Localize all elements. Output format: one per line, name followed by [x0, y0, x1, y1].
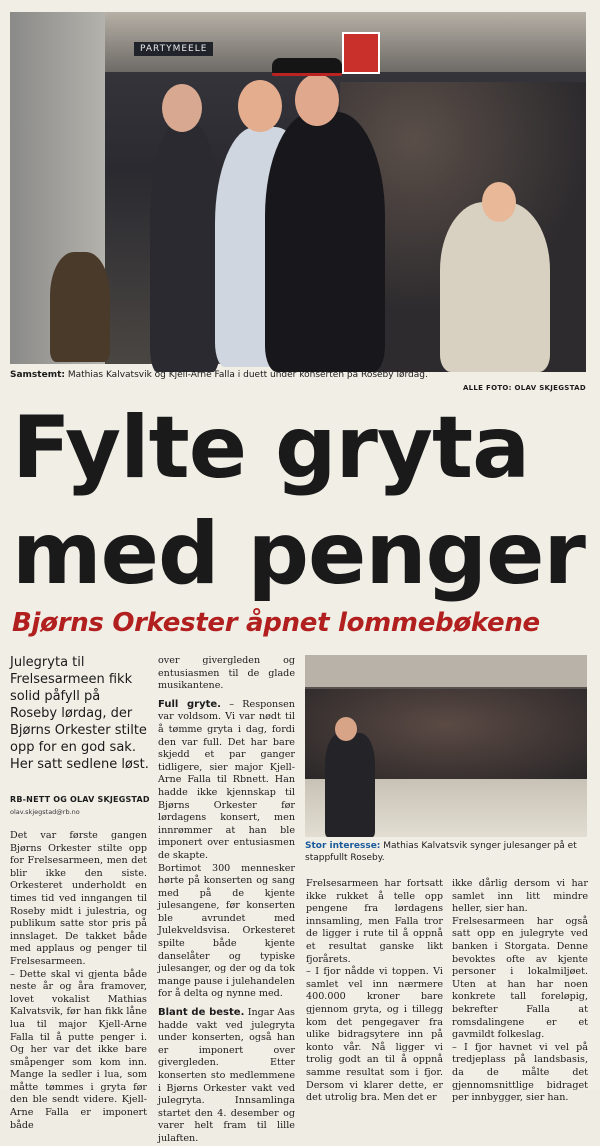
- photo-caption-label: Samstemt:: [10, 370, 65, 380]
- headline-line-1: Fylte gryta: [12, 398, 530, 498]
- body-text: – Responsen var voldsom. Vi var nødt til å tømme gryta i dag, fordi den var full. Det har bare skjedd et par ganger tidligere, sier major Kjell-Arne Falla til Rbnett. Han hadde ikke kjennskap til Bjørns Orkester før lørdagens konsert, men innrømmer at han ble imponert over entusiasmen de skapte.: [158, 698, 295, 861]
- photo-person-left-head: [162, 84, 202, 132]
- body-paragraph: – I fjor nådde vi toppen. Vi samlet vel inn nærmere 400.000 kroner bare gjennom gryta, og i tillegg kom det pengegaver fra ulike bidragsytere inn på konto vår. Nå ligger vi trolig godt an til å oppnå samme resultat som i fjor. Dersom vi klarer dette, er det utrolig bra. Men det er: [306, 966, 443, 1104]
- photo-caption: [10, 370, 586, 380]
- body-column-4: [452, 878, 588, 1105]
- photo-audience-member-head: [482, 182, 516, 222]
- byline: RB-NETT OG OLAV SKJEGSTAD: [10, 795, 150, 804]
- body-paragraph: ikke dårlig dersom vi har samlet inn litt mindre heller, sier han.: [452, 878, 588, 915]
- author-email: olav.skjegstad@rb.no: [10, 808, 80, 816]
- shop-sign: PARTYMEELE: [134, 42, 213, 56]
- body-paragraph: Frelsesarmeen har også satt opp en julegryte ved banken i Storgata. Denne bevoktes ofte av kjente personer i lokalmiljøet. Uten at han har noen konkrete tall foreløpig, bekrefter Falla at romsdalingene er et gavmildt folkeslag.: [452, 915, 588, 1041]
- body-paragraph: Frelsesarmeen har fortsatt ikke rukket å telle opp pengene fra lørdagens innsamling, men Falla tror de ligger i rute til å oppnå et resultat ganske likt fjorårets.: [306, 878, 443, 965]
- photo-credit: ALLE FOTO: OLAV SKJEGSTAD: [462, 384, 586, 392]
- photo-ceiling: [305, 655, 587, 687]
- inline-subtitle-blant-de-beste: Blant de beste.: [158, 1007, 245, 1019]
- photo-major-head: [295, 74, 339, 126]
- body-paragraph: [158, 1007, 295, 1146]
- body-paragraph: – I fjor havnet vi vel på tredjeplass på landsbasis, da de målte det gjennomsnittlige bidraget per innbygger, sier han.: [452, 1041, 588, 1104]
- body-column-3: [306, 878, 443, 1105]
- body-column-2: [158, 655, 295, 1146]
- body-paragraph: Det var første gangen Bjørns Orkester stilte opp for Frelsesarmeen, men det blir ikke den siste. Orkesteret underholdt en times tid ved inngangen til Roseby midt i julestria, og publikum satte stor pris på innslaget. De takket både med applaus og penger til Frelsesarmeen.: [10, 830, 147, 967]
- crowd-caption-text: Mathias Kalvatsvik synger julesanger på et stappfullt Roseby.: [305, 841, 577, 863]
- photo-singer-head: [335, 717, 357, 741]
- body-column-1: [10, 830, 147, 1132]
- photo-singer-head: [238, 80, 282, 132]
- photo-major-cap: [272, 58, 342, 76]
- inline-subtitle-full-gryte: Full gryte.: [158, 698, 221, 710]
- body-paragraph: – Dette skal vi gjenta både neste år og åra framover, lovet vokalist Mathias Kalvatsvik, før han fikk låne lua til major Kjell-Arne Falla til å putte penger i. Og her var det ikke bare småpenger som kom inn. Mange la sedler i lua, som måtte tømmes i gryta før den ble sendt videre. Kjell-Arne Falla er imponert både: [10, 968, 147, 1131]
- crowd-photo-caption: [305, 841, 587, 864]
- photo-bag: [50, 252, 110, 362]
- body-paragraph: [158, 699, 295, 863]
- photo-major: [265, 112, 385, 372]
- body-paragraph: Bortimot 300 mennesker hørte på konserten og sang med på de kjente julesangene, før konserten ble avrundet med Julekveldsvisa. Orkesteret spilte både kjente danselåter og typiske julesanger, og der og da tok mange pause i julehandelen for å delta og nynne med.: [158, 862, 295, 1000]
- photo-singer: [325, 733, 375, 837]
- photo-person-left: [150, 122, 220, 372]
- concert-photo: [10, 12, 586, 364]
- salvation-army-sign: [342, 32, 380, 74]
- headline-line-2: med penger: [12, 504, 585, 604]
- lead-paragraph: Julegryta til Frelsesarmeen fikk solid påfyll på Roseby lørdag, der Bjørns Orkester stilte opp for en god sak. Her satt sedlene løst.: [10, 655, 149, 772]
- body-paragraph: over givergleden og entusiasmen til de glade musikantene.: [158, 655, 295, 692]
- crowd-caption-label: Stor interesse:: [305, 841, 381, 851]
- headline: [12, 395, 592, 607]
- body-text: Ingar Aas hadde vakt ved julegryta under konserten, også han er imponert over givergleden. Etter konserten sto medlemmene i Bjørns Orkester vakt ved julegryta. Innsamlinga startet den 4. desember og varer helt fram til lille julaften.: [158, 1007, 295, 1144]
- subheadline: Bjørns Orkester åpnet lommebøkene: [12, 608, 540, 638]
- photo-caption-text: Mathias Kalvatsvik og Kjell-Arne Falla i duett under konserten på Roseby lørdag.: [67, 370, 428, 380]
- photo-audience-member: [440, 202, 550, 372]
- crowd-photo: [305, 655, 587, 837]
